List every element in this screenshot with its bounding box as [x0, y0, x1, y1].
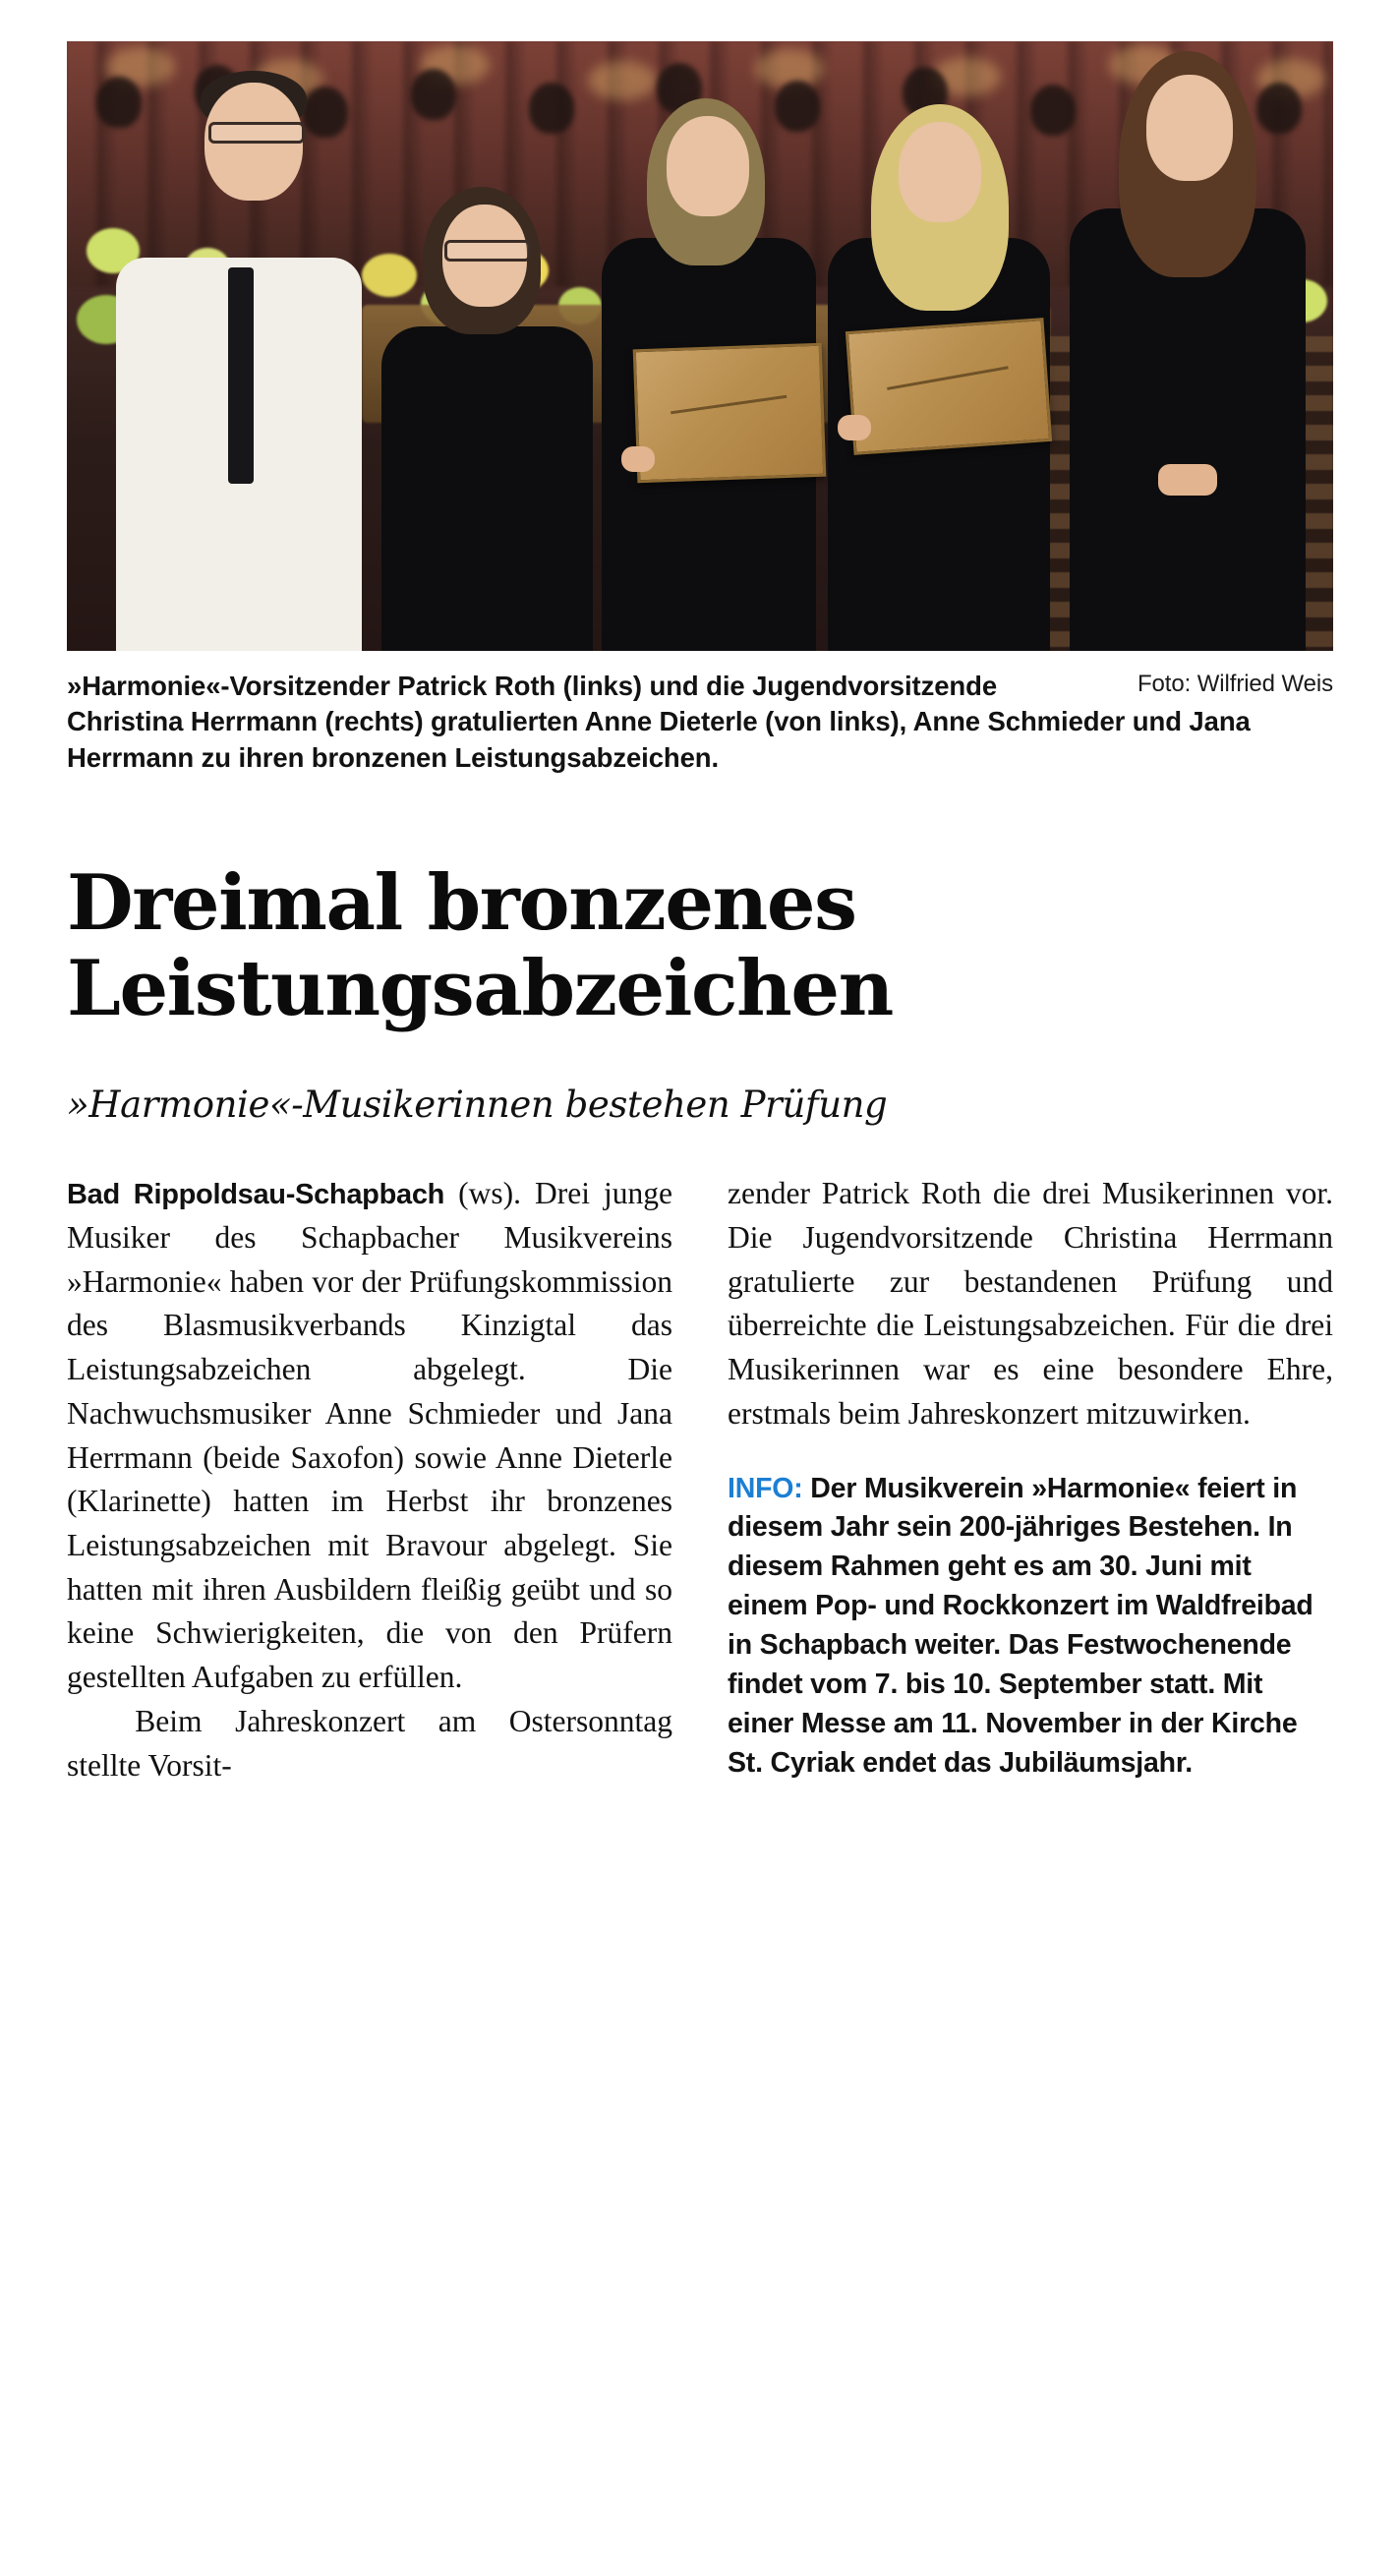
info-box [728, 1470, 1333, 1784]
article-column-right [728, 1172, 1333, 1787]
certificate-2 [846, 318, 1052, 455]
photo-person-anne-schmieder [588, 61, 824, 651]
photo-person-jana-herrmann [814, 61, 1060, 651]
body-paragraph-1-text: (ws). Drei junge Musiker des Schapbacher Musikvereins »Harmonie« haben vor der Prüfungskommission des Blasmusikverbands Kinzigtal das Leistungsabzeichen abgelegt. Die Nachwuchsmusiker Anne Schmieder und Jana Herrmann (beide Saxofon) sowie Anne Dieterle (Klarinette) hatten im Herbst ihr bronzenes Leistungsabzeichen mit Bravour abgelegt. Sie hatten mit ihren Ausbildern fleißig geübt und so keine Schwierigkeiten, die von den Prüfern gestellten Aufgaben zu erfüllen. [67, 1176, 672, 1695]
body-paragraph-3: zender Patrick Roth die drei Musikerinnen vor. Die Jugendvorsitzende Christina Herrmann gratulierte zur bestandenen Prüfung und überreichte die Leistungsabzeichen. Für die drei Musikerinnen war es eine besondere Ehre, erstmals beim Jahreskonzert mitzuwirken. [728, 1176, 1333, 1431]
article-columns [67, 1172, 1333, 1787]
article-photo [67, 41, 1333, 651]
article-column-left [67, 1172, 672, 1787]
body-paragraph-1 [67, 1172, 672, 1700]
photo-person-christina-herrmann [1060, 41, 1315, 651]
body-paragraph-2: Beim Jahreskonzert am Ostersonntag stellte Vorsit- [67, 1703, 672, 1783]
photo-scene [67, 41, 1333, 651]
subheadline: »Harmonie«-Musikerinnen bestehen Prüfung [67, 1083, 888, 1126]
certificate-1 [633, 343, 827, 484]
photo-credit: Foto: Wilfried Weis [1137, 671, 1333, 697]
info-label: INFO: [728, 1472, 803, 1504]
photo-caption [67, 669, 1333, 776]
article [67, 41, 1333, 1787]
headline-line-2: Leistungsabzeichen [67, 944, 893, 1034]
photo-person-patrick-roth [106, 61, 362, 651]
info-text: Der Musikverein »Harmonie« feiert in diesem Jahr sein 200-jähriges Bestehen. In diesem Rahmen geht es am 30. Juni mit einem Pop- und Rockkonzert im Waldfreibad in Schapbach weiter. Das Festwochenende findet vom 7. bis 10. September statt. Mit einer Messe am 11. November in der Kirche St. Cyriak endet das Jubiläumsjahr. [728, 1472, 1313, 1779]
photo-person-anne-dieterle [372, 100, 598, 651]
dateline: Bad Rippoldsau-Schapbach [67, 1179, 445, 1211]
headline [67, 857, 1333, 1034]
headline-line-1: Dreimal bronzenes [67, 857, 856, 948]
photo-caption-text: »Harmonie«-Vorsitzender Patrick Roth (links) und die Jugendvorsitzende Christina Herrmann (rechts) gratulierten Anne Dieterle (von links), Anne Schmieder und Jana Herrmann zu ihren bronzenen Leistungsabzeichen. [67, 671, 1251, 773]
